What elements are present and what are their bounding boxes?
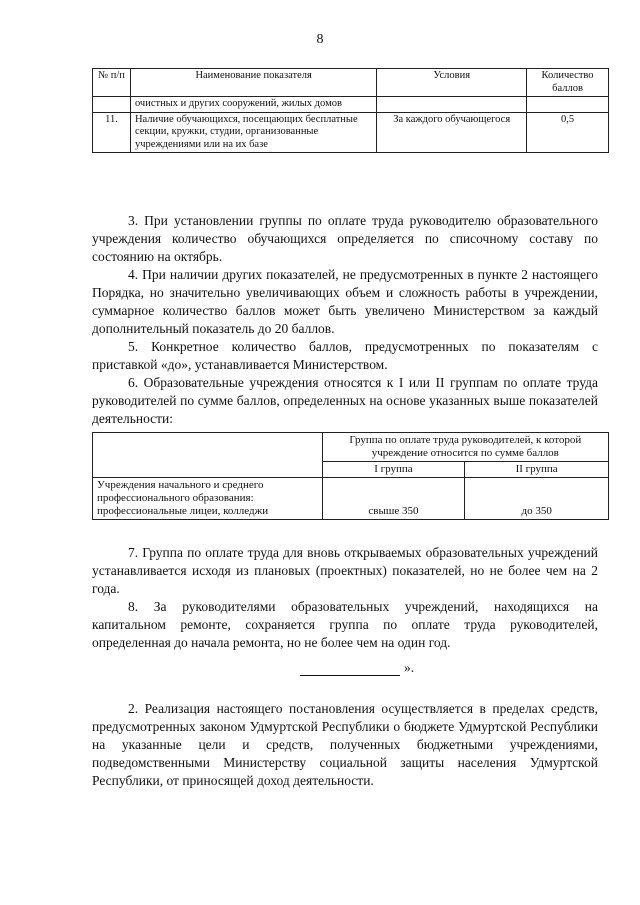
col-header-indicator: Наименование показателя	[130, 69, 376, 97]
institution-type-label: Учреждения начального и среднего профессионального образования: профессиональные лицеи, колледжи	[93, 478, 323, 520]
table-row	[93, 478, 609, 520]
row-number	[93, 97, 131, 113]
closing-separator	[300, 660, 414, 676]
group-2-value: до 350	[465, 478, 609, 520]
row-points	[527, 97, 609, 113]
table-row	[93, 112, 609, 153]
row-condition	[377, 97, 527, 113]
group-header: Группа по оплате труда руководителей, к которой учреждение относится по сумме баллов	[322, 433, 608, 462]
row-condition: За каждого обучающегося	[377, 112, 527, 153]
row-indicator: Наличие обучающихся, посещающих бесплатные секции, кружки, студии, организованные учреждениями или на их базе	[130, 112, 376, 153]
paragraph-4: 4. При наличии других показателей, не предусмотренных в пункте 2 настоящего Порядка, но значительно увеличивающих объем и сложность работы в учреждении, суммарное количество баллов может быть увеличено Министерством за каждый дополнительный показатель до 20 баллов.	[92, 267, 598, 336]
col-header-points: Количество баллов	[527, 69, 609, 97]
row-number: 11.	[93, 112, 131, 153]
paragraph-5: 5. Конкретное количество баллов, предусмотренных по показателям с приставкой «до», устанавливается Министерством.	[92, 339, 598, 372]
paragraph-6: 6. Образовательные учреждения относятся к I или II группам по оплате труда руководителей по сумме баллов, определенных на основе указанных выше показателей деятельности:	[92, 375, 598, 426]
col-header-conditions: Условия	[377, 69, 527, 97]
row-points: 0,5	[527, 112, 609, 153]
paragraph-2-implementation: 2. Реализация настоящего постановления осуществляется в пределах средств, предусмотренных законом Удмуртской Республики о бюджете Удмуртской Республики на указанные цели и средств, полученных бюджетными учреждениями, подведомственными Министерству социальной защиты населения Удмуртской Республики, от приносящей доход деятельности.	[92, 701, 598, 788]
row-indicator: очистных и других сооружений, жилых домов	[130, 97, 376, 113]
group-1-value: свыше 350	[322, 478, 465, 520]
indicators-table	[92, 68, 609, 153]
paragraph-8: 8. За руководителями образовательных учреждений, находящихся на капитальном ремонте, сохраняется группа по оплате труда руководителей, определенная до начала ремонта, но не более чем на один год.	[92, 599, 598, 650]
paragraph-3: 3. При установлении группы по оплате труда руководителю образовательного учреждения количество обучающихся определяется по списочному составу по состоянию на октябрь.	[92, 213, 598, 264]
table-row	[93, 97, 609, 113]
group-2-header: II группа	[465, 462, 609, 478]
groups-table	[92, 432, 609, 520]
table-header-row	[93, 69, 609, 97]
col-header-number: № п/п	[93, 69, 131, 97]
closing-quote: ».	[404, 660, 415, 675]
page-number: 8	[316, 32, 324, 47]
group-1-header: I группа	[322, 462, 465, 478]
paragraph-7: 7. Группа по оплате труда для вновь открываемых образовательных учреждений устанавливается исходя из плановых (проектных) показателей, но не более чем на 2 года.	[92, 545, 598, 596]
empty-corner-cell	[93, 433, 323, 478]
separator-line	[300, 675, 400, 676]
